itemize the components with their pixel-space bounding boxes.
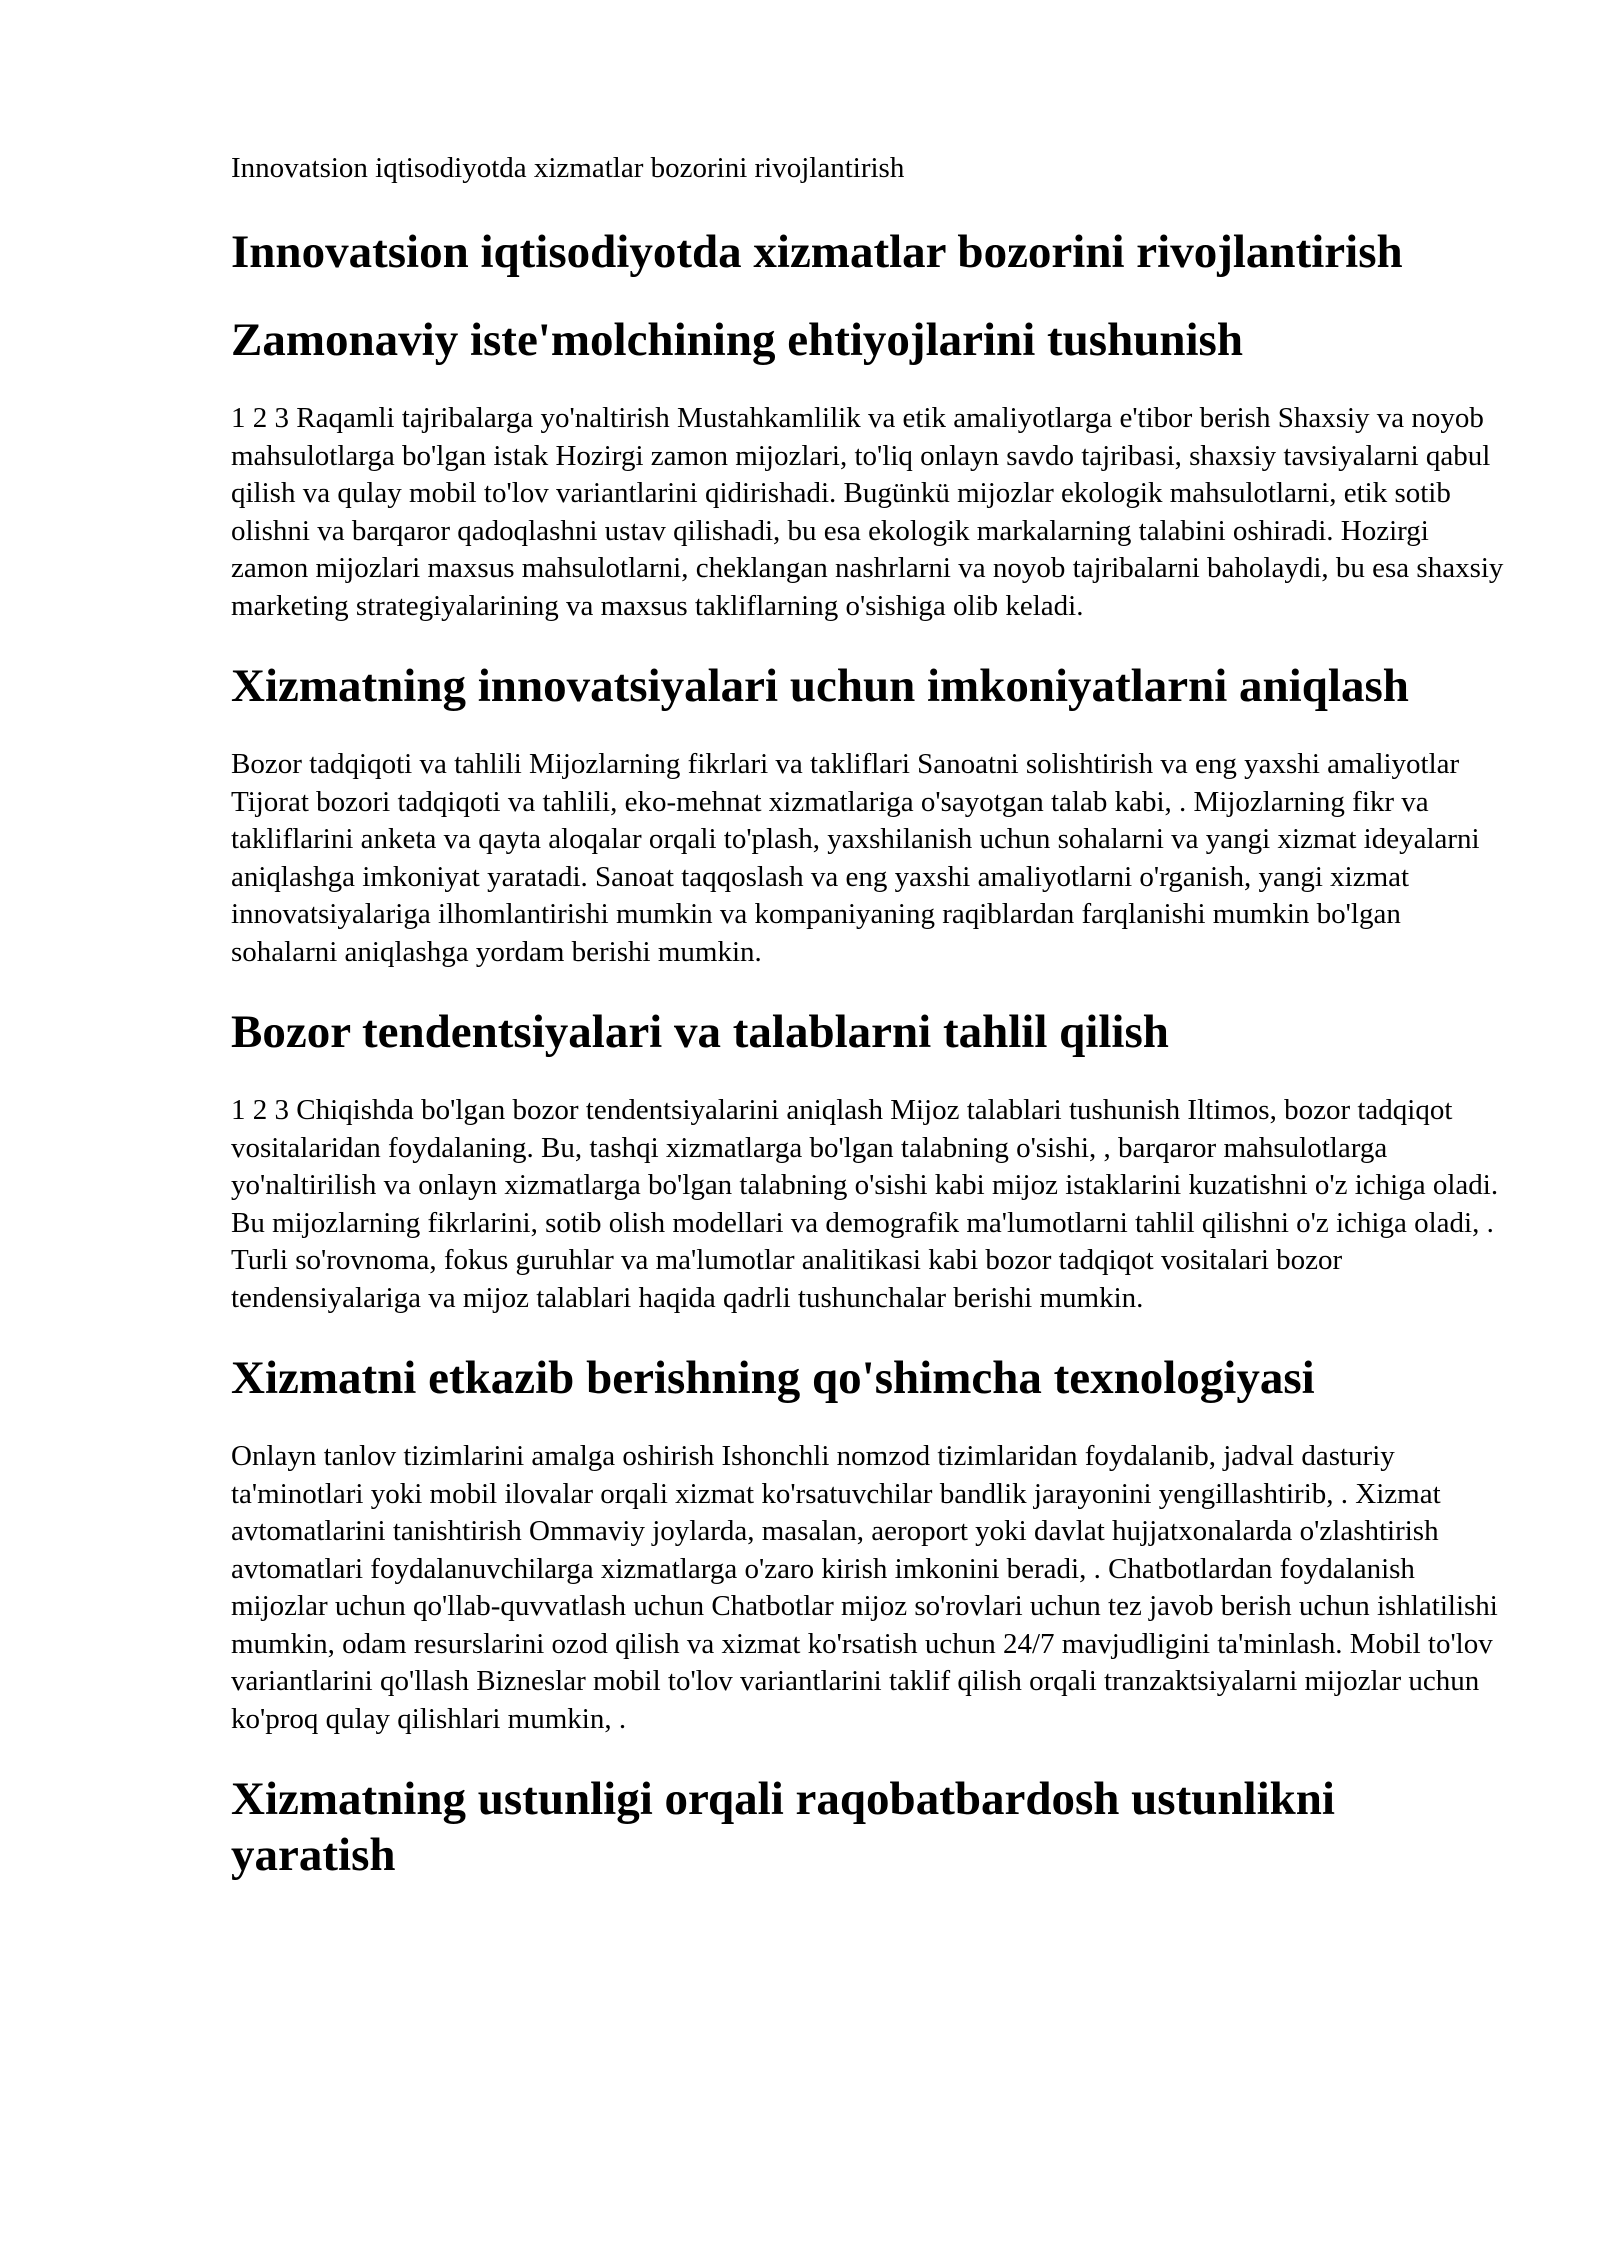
section-innovation-opportunities <box>231 658 1511 971</box>
section-paragraph: 1 2 3 Chiqishda bo'lgan bozor tendentsiyalarini aniqlash Mijoz talablari tushunish Iltimos, bozor tadqiqot vositalaridan foydalaning. Bu, tashqi xizmatlarga bo'lgan talabning o'sishi, , barqaror mahsulotlarga yo'naltirilish va onlayn xizmatlarga bo'lgan talabning o'sishi kabi mijoz istaklarini kuzatishni o'z ichiga oladi. Bu mijozlarning fikrlarini, sotib olish modellari va demografik ma'lumotlarni tahlil qilishni o'z ichiga oladi, . Turli so'rovnoma, fokus guruhlar va ma'lumotlar analitikasi kabi bozor tadqiqot vositalari bozor tendensiyalariga va mijoz talablari haqida qadrli tushunchalar berishi mumkin. <box>231 1094 1499 1314</box>
section-heading: Zamonaviy iste'molchining ehtiyojlarini tushunish <box>231 314 1243 366</box>
document-title: Innovatsion iqtisodiyotda xizmatlar bozorini rivojlantirish <box>231 226 1403 278</box>
section-paragraph: Bozor tadqiqoti va tahlili Mijozlarning fikrlari va takliflari Sanoatni solishtirish va eng yaxshi amaliyotlar Tijorat bozori tadqiqoti va tahlili, eko-mehnat xizmatlariga o'sayotgan talab kabi, . Mijozlarning fikr va takliflarini anketa va qayta aloqalar orqali to'plash, yaxshilanish uchun sohalarni va yangi xizmat ideyalarni aniqlashga imkoniyat yaratadi. Sanoat taqqoslash va eng yaxshi amaliyotlarni o'rganish, yangi xizmat innovatsiyalariga ilhomlantirishi mumkin va kompaniyaning raqiblardan farqlanishi mumkin bo'lgan sohalarni aniqlashga yordam berishi mumkin. <box>231 748 1480 968</box>
document-page <box>231 150 1511 1915</box>
section-paragraph: 1 2 3 Raqamli tajribalarga yo'naltirish Mustahkamlilik va etik amaliyotlarga e'tibor berish Shaxsiy va noyob mahsulotlarga bo'lgan istak Hozirgi zamon mijozlari, to'liq onlayn savdo tajribasi, shaxsiy tavsiyalarni qabul qilish va qulay mobil to'lov variantlarini qidirishadi. Bugünkü mijozlar ekologik mahsulotlarni, etik sotib olishni va barqaror qadoqlashni ustav qilishadi, bu esa ekologik markalarning talabini oshiradi. Hozirgi zamon mijozlari maxsus mahsulotlarni, cheklangan nashrlarni va noyob tajribalarni baholaydi, bu esa shaxsiy marketing strategiyalarining va maxsus takliflarning o'sishiga olib keladi. <box>231 402 1504 622</box>
section-heading: Xizmatni etkazib berishning qo'shimcha texnologiyasi <box>231 1352 1315 1404</box>
section-delivery-technology <box>231 1350 1511 1738</box>
section-heading: Xizmatning innovatsiyalari uchun imkoniyatlarni aniqlash <box>231 660 1409 712</box>
document-header: Innovatsion iqtisodiyotda xizmatlar bozorini rivojlantirish <box>231 152 905 184</box>
section-consumer-needs <box>231 312 1511 625</box>
section-heading: Bozor tendentsiyalari va talablarni tahlil qilish <box>231 1006 1169 1058</box>
section-heading: Xizmatning ustunligi orqali raqobatbardosh ustunlikni yaratish <box>231 1773 1335 1881</box>
section-competitive-advantage <box>231 1771 1511 1883</box>
section-market-trends <box>231 1004 1511 1317</box>
section-paragraph: Onlayn tanlov tizimlarini amalga oshirish Ishonchli nomzod tizimlaridan foydalanib, jadval dasturiy ta'minotlari yoki mobil ilovalar orqali xizmat ko'rsatuvchilar bandlik jarayonini yengillashtirib, . Xizmat avtomatlarini tanishtirish Ommaviy joylarda, masalan, aeroport yoki davlat hujjatxonalarda o'zlashtirish avtomatlari foydalanuvchilarga xizmatlarga o'zaro kirish imkonini beradi, . Chatbotlardan foydalanish mijozlar uchun qo'llab-quvvatlash uchun Chatbotlar mijoz so'rovlari uchun tez javob berish uchun ishlatilishi mumkin, odam resurslarini ozod qilish va xizmat ko'rsatish uchun 24/7 mavjudligini ta'minlash. Mobil to'lov variantlarini qo'llash Bizneslar mobil to'lov variantlarini taklif qilish orqali tranzaktsiyalarni mijozlar uchun ko'proq qulay qilishlari mumkin, . <box>231 1440 1498 1735</box>
